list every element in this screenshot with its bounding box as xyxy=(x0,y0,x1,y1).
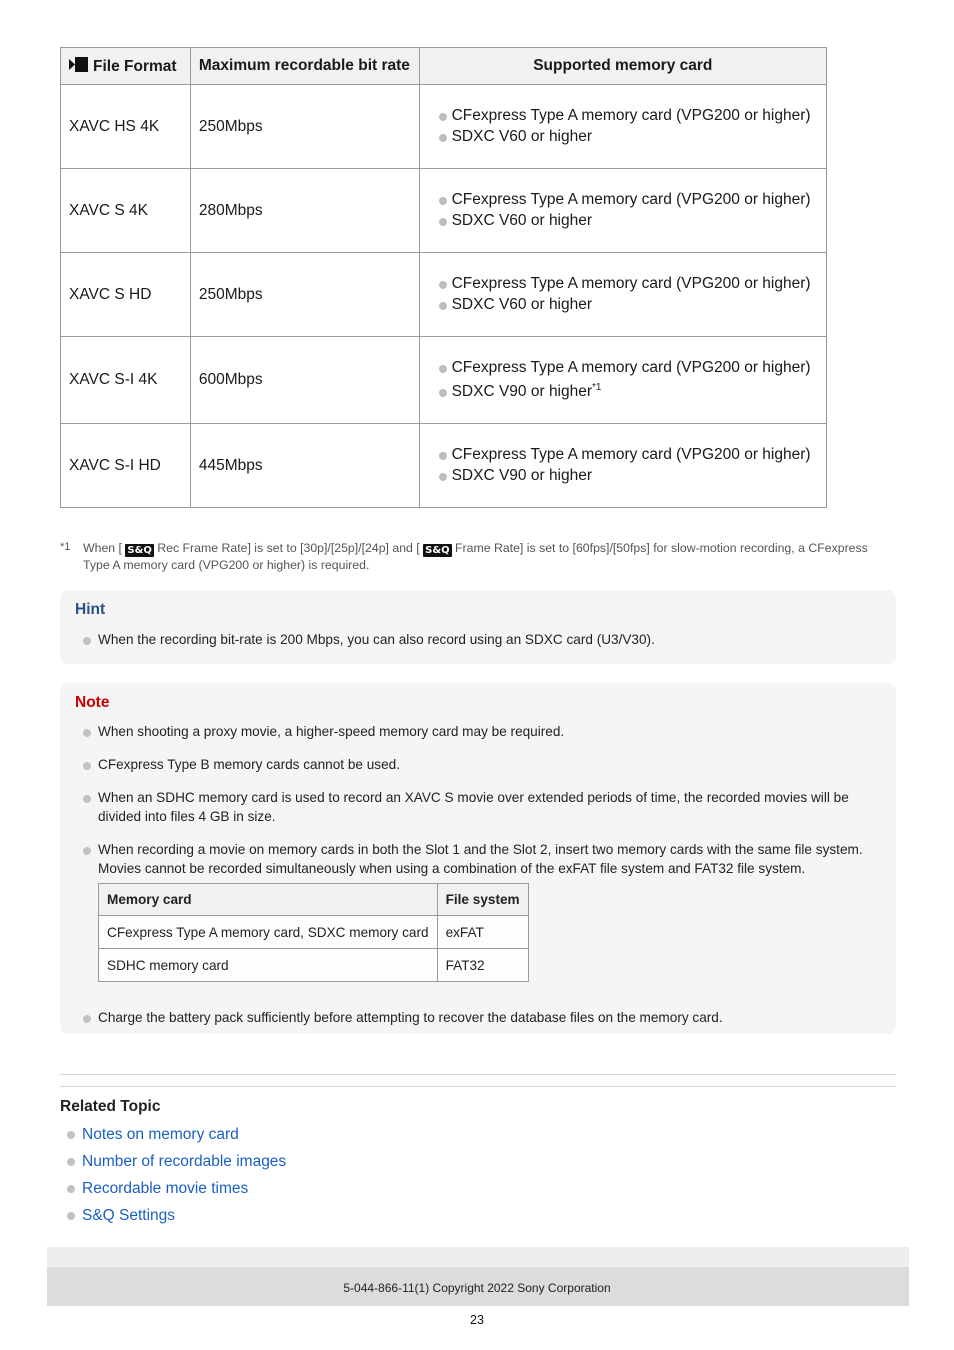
file-system-table xyxy=(98,883,529,982)
footnote-mark: *1 xyxy=(60,541,71,553)
related-topic-title: Related Topic xyxy=(60,1098,161,1115)
movie-mode-icon xyxy=(69,56,89,73)
fs-cell-file-system: exFAT xyxy=(437,916,528,949)
sq-icon: S&Q xyxy=(127,545,152,556)
cell-file-format: XAVC S-I HD xyxy=(61,424,191,508)
related-item xyxy=(67,1124,286,1151)
fs-header-file-system: File system xyxy=(437,884,528,916)
link-recordable-movie-times[interactable]: Recordable movie times xyxy=(82,1180,249,1197)
cell-bit-rate: 280Mbps xyxy=(190,169,419,253)
cell-file-format: XAVC S 4K xyxy=(61,169,191,253)
cell-memory-card xyxy=(419,253,826,337)
sq-icon: S&Q xyxy=(425,545,450,556)
fs-cell-memory-card: CFexpress Type A memory card, SDXC memory card xyxy=(99,916,438,949)
hint-item: When the recording bit-rate is 200 Mbps, you can also record using an SDXC card (U3/V30). xyxy=(83,630,876,649)
header-bit-rate: Maximum recordable bit rate xyxy=(190,48,419,85)
related-item xyxy=(67,1151,286,1178)
card-item: CFexpress Type A memory card (VPG200 or higher) xyxy=(438,106,818,127)
footnote-ref[interactable]: *1 xyxy=(592,381,602,393)
card-item: CFexpress Type A memory card (VPG200 or higher) xyxy=(438,274,818,295)
note-title: Note xyxy=(75,694,110,711)
card-item xyxy=(438,382,818,403)
divider xyxy=(60,1086,896,1087)
cell-memory-card xyxy=(419,337,826,424)
hint-title: Hint xyxy=(75,601,106,618)
divider xyxy=(60,1074,896,1075)
fs-table-header-row xyxy=(99,884,529,916)
note-item: CFexpress Type B memory cards cannot be used. xyxy=(83,755,876,774)
footnote-text-part: Rec Frame Rate] is set to [30p]/[25p]/[24p] and [ xyxy=(157,541,420,555)
cell-bit-rate: 250Mbps xyxy=(190,253,419,337)
spec-table-header-row xyxy=(61,48,827,85)
cell-file-format: XAVC HS 4K xyxy=(61,85,191,169)
note-item: When shooting a proxy movie, a higher-speed memory card may be required. xyxy=(83,722,876,741)
cell-memory-card xyxy=(419,169,826,253)
table-row xyxy=(61,424,827,508)
card-item-text: SDXC V90 or higher xyxy=(451,382,593,400)
card-item: CFexpress Type A memory card (VPG200 or higher) xyxy=(438,190,818,211)
card-item: SDXC V60 or higher xyxy=(438,295,818,316)
table-row xyxy=(99,916,529,949)
page-number: 23 xyxy=(470,1313,484,1327)
table-row xyxy=(61,337,827,424)
header-file-format xyxy=(61,48,191,85)
card-item: CFexpress Type A memory card (VPG200 or higher) xyxy=(438,358,818,379)
hint-box xyxy=(60,590,896,664)
fs-cell-file-system: FAT32 xyxy=(437,949,528,982)
footnote-text-part: Frame Rate] is set to [60fps]/[50fps] for slow-motion recording, a CFexpress Type A memory card (VPG200 or higher) is required. xyxy=(83,541,868,572)
table-row xyxy=(99,949,529,982)
related-item xyxy=(67,1205,286,1232)
footnote xyxy=(60,540,890,573)
card-item: CFexpress Type A memory card (VPG200 or higher) xyxy=(438,445,818,466)
note-item-text: When recording a movie on memory cards in both the Slot 1 and the Slot 2, insert two memory cards with the same file system. Movies cannot be recorded simultaneously when using a combination of the exFAT file system and FAT32 file system. xyxy=(98,842,863,876)
note-item: When an SDHC memory card is used to record an XAVC S movie over extended periods of time, the recorded movies will be divided into files 4 GB in size. xyxy=(83,788,876,826)
card-item: SDXC V60 or higher xyxy=(438,127,818,148)
card-item: SDXC V90 or higher xyxy=(438,466,818,487)
memory-card-spec-table xyxy=(60,47,827,508)
table-row xyxy=(61,169,827,253)
fs-cell-memory-card: SDHC memory card xyxy=(99,949,438,982)
cell-bit-rate: 250Mbps xyxy=(190,85,419,169)
header-memory-card: Supported memory card xyxy=(419,48,826,85)
cell-file-format: XAVC S HD xyxy=(61,253,191,337)
card-item: SDXC V60 or higher xyxy=(438,211,818,232)
related-item xyxy=(67,1178,286,1205)
note-item xyxy=(83,840,876,982)
cell-memory-card xyxy=(419,424,826,508)
copyright-text: 5-044-866-11(1) Copyright 2022 Sony Corporation xyxy=(343,1281,611,1295)
fs-header-memory-card: Memory card xyxy=(99,884,438,916)
cell-file-format: XAVC S-I 4K xyxy=(61,337,191,424)
cell-bit-rate: 600Mbps xyxy=(190,337,419,424)
note-box xyxy=(60,683,896,1034)
note-item: Charge the battery pack sufficiently before attempting to recover the database files on the memory card. xyxy=(83,1008,876,1027)
table-row xyxy=(61,253,827,337)
link-number-of-recordable-images[interactable]: Number of recordable images xyxy=(82,1153,287,1170)
link-notes-on-memory-card[interactable]: Notes on memory card xyxy=(82,1126,239,1143)
footnote-text-part: When [ xyxy=(83,541,122,555)
cell-memory-card xyxy=(419,85,826,169)
footer-band xyxy=(47,1247,909,1267)
header-file-format-label: File Format xyxy=(93,58,177,75)
link-sq-settings[interactable]: S&Q Settings xyxy=(82,1207,176,1224)
cell-bit-rate: 445Mbps xyxy=(190,424,419,508)
related-topic-list xyxy=(67,1124,286,1232)
table-row xyxy=(61,85,827,169)
footnote-text xyxy=(83,540,890,573)
